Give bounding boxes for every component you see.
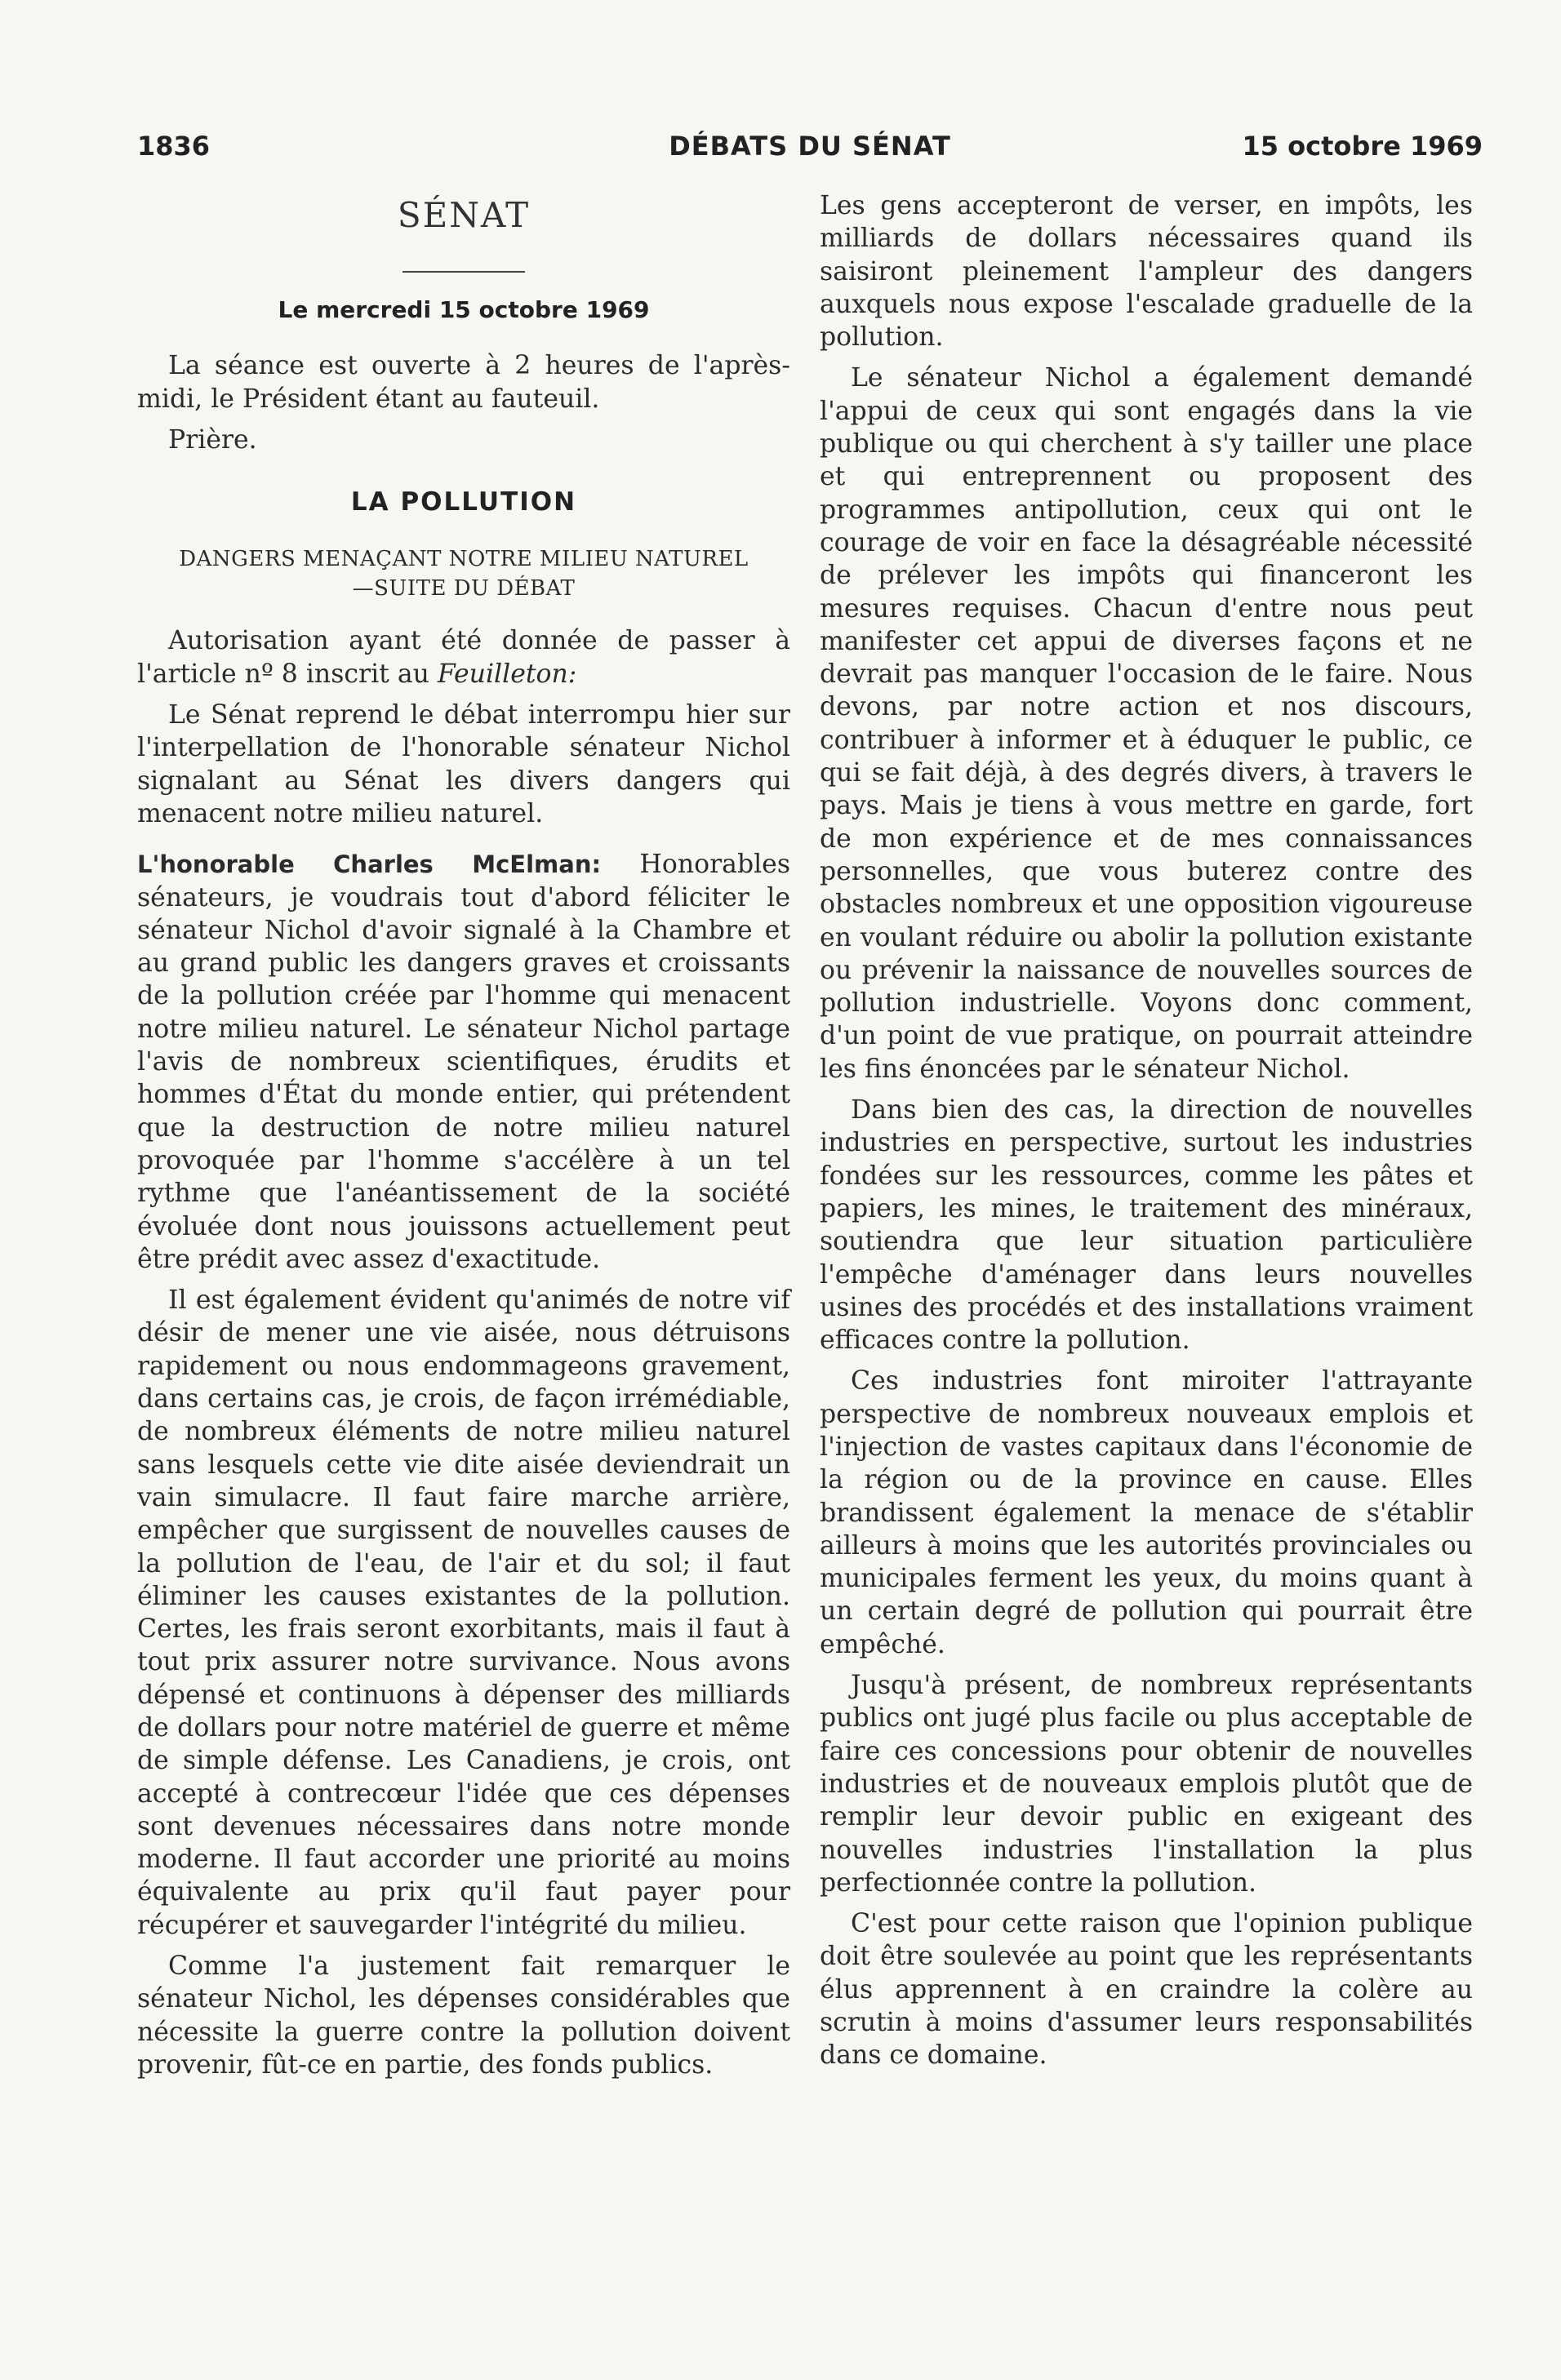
section-title: LA POLLUTION bbox=[350, 487, 577, 517]
paragraph-right-3: Dans bien des cas, la direction de nouvelles industries en perspective, surtout les industries fondées sur les ressources, comme les pâtes et papiers, les mines, le traitement des minéraux, soutiendra que leur situation particulière l'empêche d'aménager dans leurs nouvelles usines des procédés et des installations vraiment efficaces contre la pollution. bbox=[820, 1095, 1473, 1356]
right-column bbox=[820, 189, 1473, 2080]
header-title: DÉBATS DU SÉNAT bbox=[669, 131, 951, 162]
paragraph-right-2: Le sénateur Nichol a également demandé l'appui de ceux qui sont engagés dans la vie publique ou qui cherchent à s'y tailler une place et qui entreprennent ou proposent des programmes antipollution, ceux qui ont le courage de voir en face la désagréable nécessité de prélever les impôts qui financeront les mesures requises. Chacun d'entre nous peut manifester cet appui de diverses façons et ne devrait pas manquer l'occasion de le faire. Nous devons, par notre action et nos discours, contribuer à informer et à éduquer le public, ce qui se fait déjà, à des degrés divers, à travers le pays. Mais je tiens à vous mettre en garde, fort de mon expérience et de mes connaissances personnelles, que vous buterez contre des obstacles nombreux et une opposition vigoureuse en voulant réduire ou abolir la pollution existante ou prévenir la naissance de nouvelles sources de pollution industrielle. Voyons donc comment, d'un point de vue pratique, on pourrait atteindre les fins énoncées par le sénateur Nichol. bbox=[820, 363, 1473, 1084]
paragraph-opening: La séance est ouverte à 2 heures de l'après-midi, le Président étant au fauteuil. bbox=[137, 351, 790, 414]
running-header bbox=[137, 131, 1483, 167]
feuilleton-italic: Feuilleton: bbox=[437, 659, 577, 689]
paragraph-speech-3: Comme l'a justement fait remarquer le sénateur Nichol, les dépenses considérables que nécessite la guerre contre la pollution doivent provenir, fût-ce en partie, des fonds publics. bbox=[137, 1952, 790, 2080]
left-column bbox=[137, 189, 790, 2089]
authorisation-text: Autorisation ayant été donnée de passer à l'article nº 8 inscrit au bbox=[137, 626, 790, 689]
page-title: SÉNAT bbox=[397, 195, 531, 235]
page-number: 1836 bbox=[137, 131, 211, 162]
subheading-line-2: —SUITE DU DÉBAT bbox=[352, 576, 576, 602]
section-subheading bbox=[137, 544, 790, 603]
sitting-date: Le mercredi 15 octobre 1969 bbox=[278, 296, 650, 323]
paragraph-authorisation bbox=[137, 624, 790, 690]
header-date: 15 octobre 1969 bbox=[1242, 131, 1483, 162]
paragraph-speech-1 bbox=[137, 848, 790, 1276]
paragraph-right-4: Ces industries font miroiter l'attrayante perspective de nombreux nouveaux emplois et l'injection de vastes capitaux dans l'économie de la région ou de la province en cause. Elles brandissent également la menace de s'établir ailleurs à moins que les autorités provinciales ou municipales ferment les yeux, du moins quant à un certain degré de pollution qui pourrait être empêché. bbox=[820, 1366, 1473, 1659]
paragraph-right-5: Jusqu'à présent, de nombreux représentants publics ont jugé plus facile ou plus acceptable de faire ces concessions pour obtenir de nouvelles industries et de nouveaux emplois plutôt que de remplir leur devoir public en exigeant des nouvelles industries l'installation la plus perfectionnée contre la pollution. bbox=[820, 1671, 1473, 1898]
paragraph-reprend: Le Sénat reprend le débat interrompu hier sur l'interpellation de l'honorable sénateur Nichol signalant au Sénat les divers dangers qui menacent notre milieu naturel. bbox=[137, 700, 790, 828]
speech-1-text: Honorables sénateurs, je voudrais tout d'abord féliciter le sénateur Nichol d'avoir signalé à la Chambre et au grand public les dangers graves et croissants de la pollution créée par l'homme qui menacent notre milieu naturel. Le sénateur Nichol partage l'avis de nombreux scientifiques, érudits et hommes d'État du monde entier, qui prétendent que la destruction de notre milieu naturel provoquée par l'homme s'accélère à un tel rythme que l'anéantissement de la société évoluée dont nous jouissons actuellement peut être prédit avec assez d'exactitude. bbox=[137, 850, 790, 1274]
title-divider bbox=[402, 271, 525, 273]
paragraph-speech-2: Il est également évident qu'animés de notre vif désir de mener une vie aisée, nous détruisons rapidement ou nous endommageons gravement, dans certains cas, je crois, de façon irrémédiable, de nombreux éléments de notre milieu naturel sans lesquels cette vie dite aisée deviendrait un vain simulacre. Il faut faire marche arrière, empêcher que surgissent de nouvelles causes de la pollution de l'eau, de l'air et du sol; il faut éliminer les causes existantes de la pollution. Certes, les frais seront exorbitants, mais il faut à tout prix assurer notre survivance. Nous avons dépensé et continuons à dépenser des milliards de dollars pour notre matériel de guerre et même de simple défense. Les Canadiens, je crois, ont accepté à contrecœur l'idée que ces dépenses sont devenues nécessaires dans notre monde moderne. Il faut accorder une priorité au moins équivalente au prix qu'il faut payer pour récupérer et sauvegarder l'intégrité du milieu. bbox=[137, 1285, 790, 1940]
paragraph-right-1: Les gens accepteront de verser, en impôts, les milliards de dollars nécessaires quand ils saisiront pleinement l'ampleur des dangers auxquels nous expose l'escalade graduelle de la pollution. bbox=[820, 191, 1473, 353]
subheading-line-1: DANGERS MENAÇANT NOTRE MILIEU NATUREL bbox=[179, 547, 749, 572]
paragraph-priere: Prière. bbox=[168, 424, 257, 455]
speaker-name: L'honorable Charles McElman: bbox=[137, 850, 602, 879]
paragraph-right-6: C'est pour cette raison que l'opinion publique doit être soulevée au point que les représentants élus apprennent à en craindre la colère au scrutin à moins d'assumer leurs responsabilités dans ce domaine. bbox=[820, 1909, 1473, 2071]
